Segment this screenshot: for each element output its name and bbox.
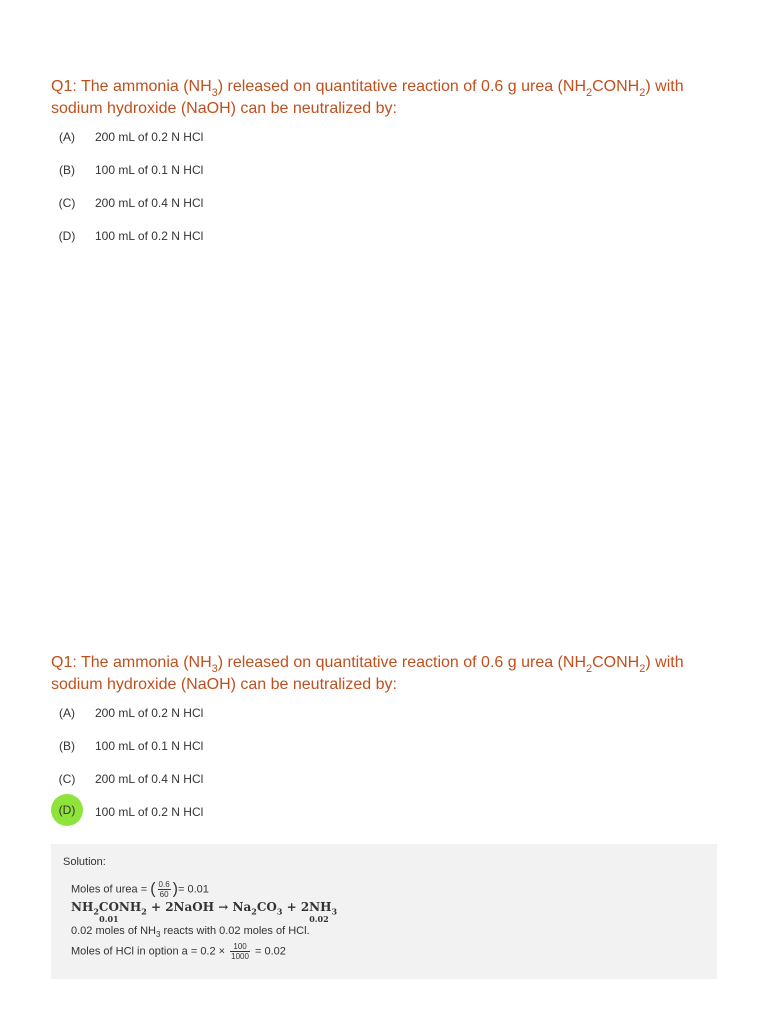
option-c[interactable] [51, 193, 731, 226]
option-letter: (B) [59, 163, 75, 177]
solution-reaction-note: 0.02 moles of $NH_3$ reacts with 0.02 moles of HCl. [71, 925, 310, 940]
correct-answer-badge: (D) [51, 794, 83, 826]
solution-equation: $NH_2CONH_2$ 0.01 + 2NaOH → $Na_2CO_3 + 2NH_3$ 0.02 [71, 900, 338, 924]
question-text: Q1: The ammonia $(NH_3)$ released on quantitative reaction of 0.6 g urea $(NH_2CONH_2)$ with sodium hydroxide (NaOH) can be neutralized by: [51, 654, 684, 693]
option-text: 200 mL of 0.2 N HCl [95, 706, 204, 720]
product-ammonia: $2NH_3$ 0.02 [300, 900, 338, 924]
solution-moles-hcl: Moles of HCl in option a = 0.2 × $\frac{100}{1000}$ = 0.02 [71, 942, 286, 961]
option-letter: (A) [59, 130, 75, 144]
option-d-correct[interactable] [51, 802, 731, 835]
option-d[interactable] [51, 226, 731, 259]
option-letter: (C) [58, 772, 76, 786]
option-text: 100 mL of 0.2 N HCl [95, 229, 204, 243]
option-a[interactable] [51, 127, 731, 160]
question-block-1 [51, 76, 731, 259]
fraction: $\frac{100}{1000}$ [231, 942, 249, 961]
option-b[interactable] [51, 736, 731, 769]
option-letter: (A) [59, 706, 75, 720]
question-text: Q1: The ammonia $(NH_3)$ released on quantitative reaction of 0.6 g urea $(NH_2CONH_2)$ with sodium hydroxide (NaOH) can be neutralized by: [51, 78, 684, 117]
fraction: $\frac{0.6}{60}$ [158, 880, 170, 899]
option-text: 200 mL of 0.2 N HCl [95, 130, 204, 144]
option-text: 100 mL of 0.1 N HCl [95, 163, 204, 177]
option-c[interactable] [51, 769, 731, 802]
reactant-urea: $NH_2CONH_2$ 0.01 [71, 900, 147, 924]
option-letter: (C) [58, 196, 76, 210]
option-letter: (B) [59, 739, 75, 753]
option-b[interactable] [51, 160, 731, 193]
option-letter: (D) [58, 229, 76, 243]
option-text: 200 mL of 0.4 N HCl [95, 772, 204, 786]
option-a[interactable] [51, 703, 731, 736]
option-text: 200 mL of 0.4 N HCl [95, 196, 204, 210]
solution-heading: Solution: [63, 856, 106, 868]
option-text: 100 mL of 0.2 N HCl [95, 805, 204, 819]
solution-panel [51, 844, 717, 979]
options-list [51, 703, 731, 835]
question-block-2 [51, 652, 731, 835]
solution-moles-urea: Moles of urea = ( $\frac{0.6}{60}$ )= 0.01 [71, 880, 209, 899]
option-text: 100 mL of 0.1 N HCl [95, 739, 204, 753]
options-list [51, 127, 731, 259]
